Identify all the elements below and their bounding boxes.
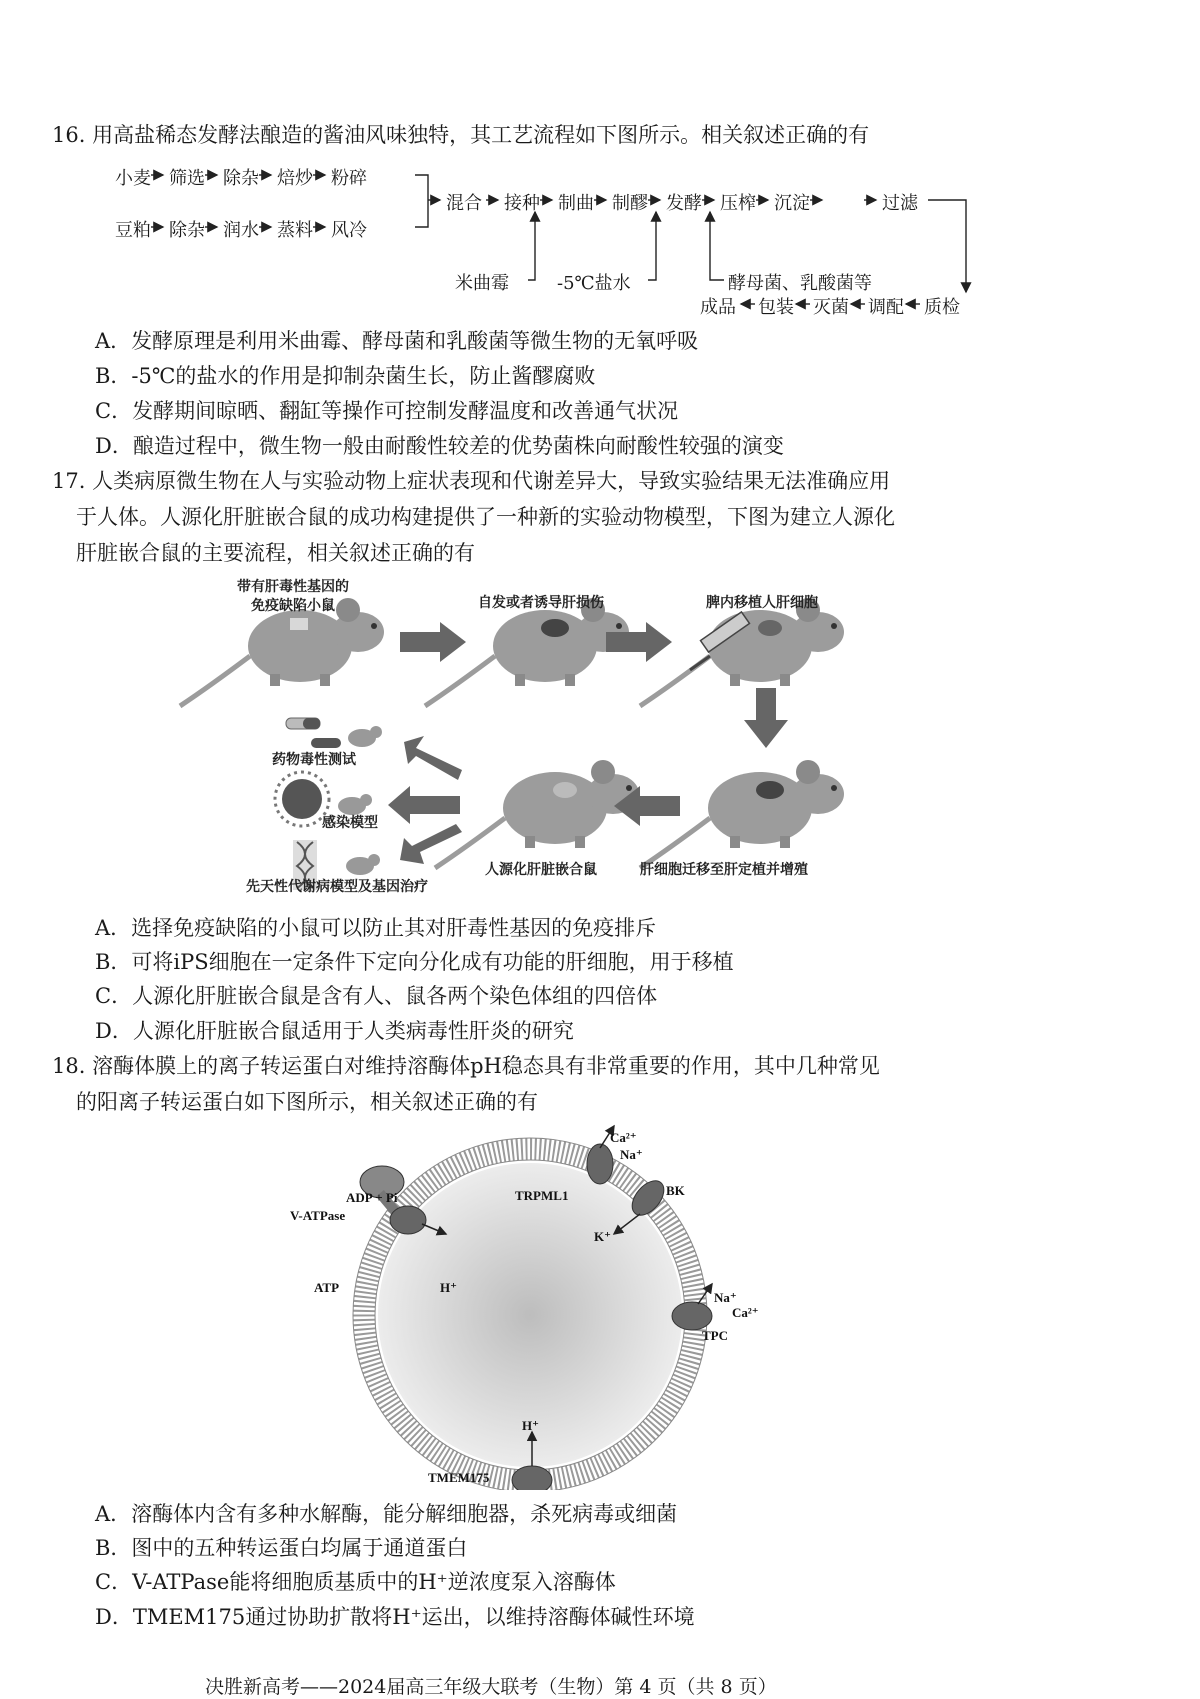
label-na-2: Na⁺ — [714, 1290, 737, 1305]
flow-impurity-2: 除杂 — [169, 220, 205, 241]
label-drug-toxicity: 药物毒性测试 — [272, 752, 356, 768]
lysosome-graphics — [0, 1120, 1200, 1490]
q18-option-a: A．溶酶体内含有多种水解酶，能分解细胞器，杀死病毒或细菌 — [95, 1502, 678, 1526]
tpc-icon — [672, 1302, 712, 1330]
label-liver-toxic-gene: 带有肝毒性基因的 — [237, 579, 349, 595]
flow-roast: 焙炒 — [277, 168, 313, 189]
q18-option-b: B．图中的五种转运蛋白均属于通道蛋白 — [95, 1536, 468, 1560]
flow-settle: 沉淀 — [774, 193, 810, 214]
label-v-atpase: V-ATPase — [290, 1208, 346, 1223]
flow-sterilize: 灭菌 — [813, 297, 849, 318]
virus-icon — [275, 772, 329, 826]
q18-option-d: D．TMEM175通过协助扩散将H⁺运出，以维持溶酶体碱性环境 — [95, 1605, 695, 1629]
arrow-right-1-icon — [400, 622, 466, 662]
label-atp: ATP — [314, 1280, 340, 1295]
label-bk: BK — [666, 1183, 685, 1198]
q17-option-c: C．人源化肝脏嵌合鼠是含有人、鼠各两个染色体组的四倍体 — [95, 984, 658, 1008]
label-ca-1: Ca²⁺ — [610, 1130, 637, 1145]
flow-aircool: 风冷 — [331, 220, 367, 241]
small-mouse-3-icon — [346, 854, 380, 875]
tmem175-icon — [512, 1466, 552, 1490]
flow-ferment: 发酵 — [666, 193, 702, 214]
label-liver-injury: 自发或者诱导肝损伤 — [478, 595, 604, 611]
label-ca-2: Ca²⁺ — [732, 1305, 759, 1320]
flow-inoculate: 接种 — [504, 193, 540, 214]
q17-option-b: B．可将iPS细胞在一定条件下定向分化成有功能的肝细胞，用于移植 — [95, 950, 734, 974]
q18-stem-line2: 的阳离子转运蛋白如下图所示，相关叙述正确的有 — [76, 1090, 538, 1114]
label-h-plus-2: H⁺ — [522, 1418, 539, 1433]
label-k-plus: K⁺ — [594, 1229, 611, 1244]
label-tmem175: TMEM175 — [428, 1470, 490, 1485]
mouse-chimera-icon — [435, 760, 639, 868]
pill-2-icon — [311, 738, 341, 748]
q16-option-b: B．-5℃的盐水的作用是抑制杂菌生长，防止酱醪腐败 — [95, 364, 596, 388]
q17-option-d: D．人源化肝脏嵌合鼠适用于人类病毒性肝炎的研究 — [95, 1019, 574, 1043]
q17-stem-line3: 肝脏嵌合鼠的主要流程，相关叙述正确的有 — [76, 541, 475, 565]
q18-stem-line1: 18. 溶酶体膜上的离子转运蛋白对维持溶酶体pH稳态具有非常重要的作用，其中几种常见 — [52, 1054, 880, 1078]
flow-press: 压榨 — [720, 193, 756, 214]
flow-wet: 润水 — [223, 220, 259, 241]
flow-koji: 制曲 — [558, 193, 594, 214]
label-h-plus-1: H⁺ — [440, 1280, 457, 1295]
q16-option-a: A．发酵原理是利用米曲霉、酵母菌和乳酸菌等微生物的无氧呼吸 — [95, 329, 699, 353]
label-genetic-model: 先天性代谢病模型及基因治疗 — [246, 879, 428, 895]
flow-filter: 过滤 — [882, 193, 918, 214]
label-trpml1: TRPML1 — [515, 1188, 569, 1203]
flow-wheat: 小麦 — [115, 168, 151, 189]
q17-option-a: A．选择免疫缺陷的小鼠可以防止其对肝毒性基因的免疫排斥 — [95, 916, 657, 940]
label-adp-pi: ADP + Pi — [346, 1190, 398, 1205]
q17-stem-line1: 17. 人类病原微生物在人与实验动物上症状表现和代谢差异大，导致实验结果无法准确应用 — [52, 469, 891, 493]
label-infection-model: 感染模型 — [322, 815, 378, 831]
pill-icon — [286, 718, 320, 729]
trpml1-icon — [587, 1144, 613, 1184]
arrow-down-icon — [744, 688, 788, 748]
flow-blend: 调配 — [868, 297, 904, 318]
flow-yeast: 酵母菌、乳酸菌等 — [728, 273, 872, 294]
flow-mix: 混合 — [446, 193, 482, 214]
q16-stem: 16. 用高盐稀态发酵法酿造的酱油风味独特，其工艺流程如下图所示。相关叙述正确的有 — [52, 123, 870, 147]
flow-mash: 制醪 — [612, 193, 648, 214]
mouse-flow-graphics — [0, 570, 1200, 900]
arrow-infection-icon — [388, 786, 460, 824]
label-spleen-transplant: 脾内移植人肝细胞 — [706, 595, 818, 611]
flow-screen: 筛选 — [169, 168, 205, 189]
mouse-liver-injury-icon — [425, 598, 629, 706]
q16-option-c: C．发酵期间晾晒、翻缸等操作可控制发酵温度和改善通气状况 — [95, 399, 679, 423]
flow-pack: 包装 — [758, 297, 794, 318]
label-chimera-mouse: 人源化肝脏嵌合鼠 — [485, 862, 597, 878]
flow-crush: 粉碎 — [331, 168, 367, 189]
flow-qc: 质检 — [924, 297, 960, 318]
label-hepatocyte-migration: 肝细胞迁移至肝定植并增殖 — [640, 862, 808, 878]
flow-steam: 蒸料 — [277, 220, 313, 241]
label-na-1: Na⁺ — [620, 1147, 643, 1162]
small-mouse-1-icon — [348, 726, 382, 747]
q17-stem-line2: 于人体。人源化肝脏嵌合鼠的成功构建提供了一种新的实验动物模型，下图为建立人源化 — [76, 505, 895, 529]
label-tpc: TPC — [702, 1328, 728, 1343]
flow-brine: -5℃盐水 — [557, 273, 631, 294]
flow-aspergillus: 米曲霉 — [455, 273, 509, 294]
flow-product: 成品 — [700, 297, 736, 318]
arrow-drug-icon — [404, 736, 462, 780]
q18-option-c: C．V-ATPase能将细胞质基质中的H⁺逆浓度泵入溶酶体 — [95, 1570, 616, 1594]
page-footer: 决胜新高考——2024届高三年级大联考（生物）第 4 页（共 8 页） — [205, 1676, 777, 1698]
flow-soy: 豆粕 — [115, 220, 151, 241]
label-immune-deficient-mouse: 免疫缺陷小鼠 — [251, 598, 335, 614]
q16-option-d: D．酿造过程中，微生物一般由耐酸性较差的优势菌株向耐酸性较强的演变 — [95, 434, 784, 458]
flow-impurity-1: 除杂 — [223, 168, 259, 189]
